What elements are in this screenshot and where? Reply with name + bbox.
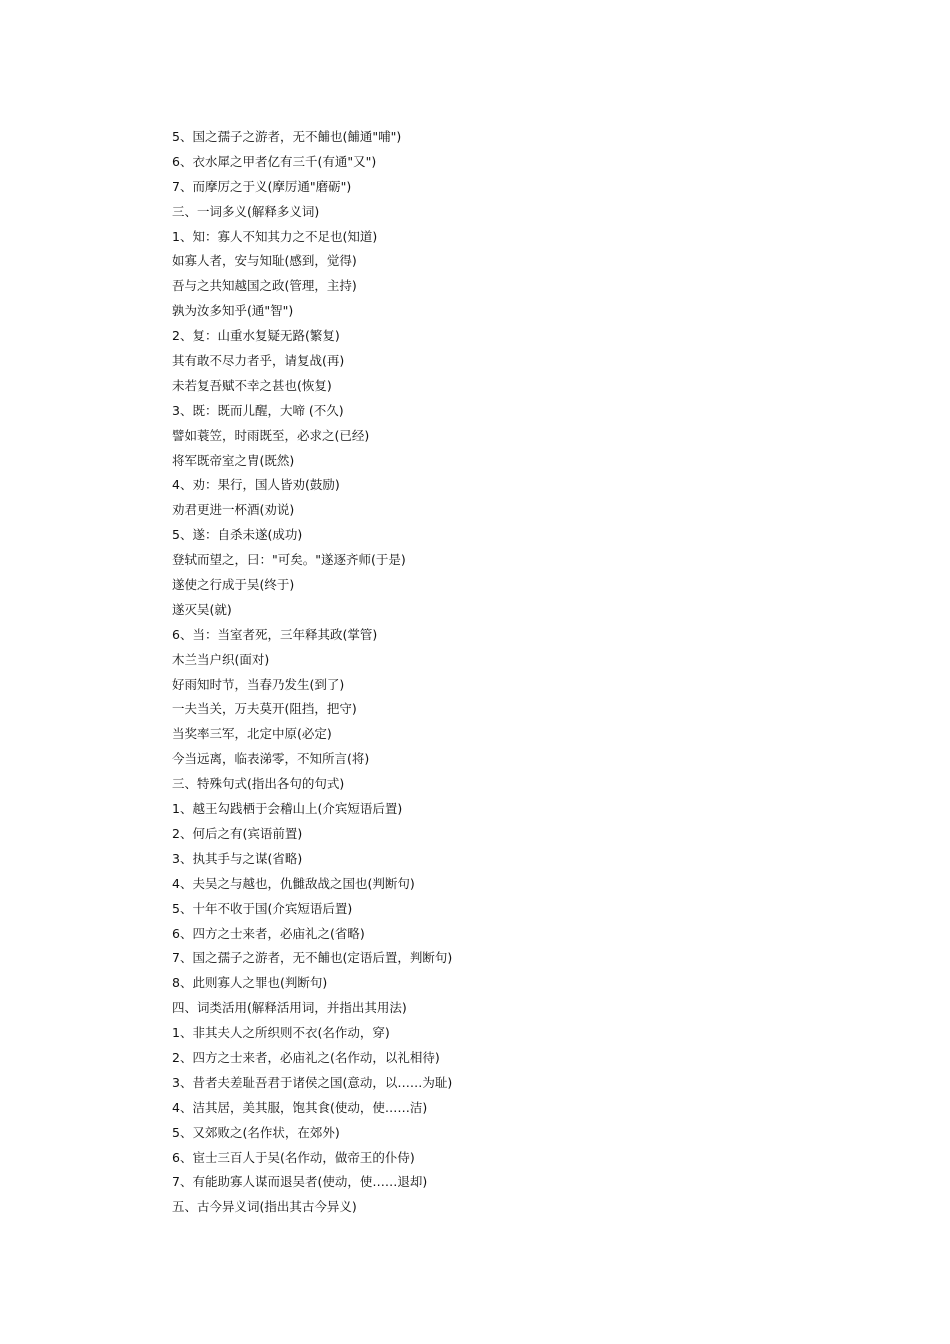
text-line: 4、洁其居，美其服，饱其食(使动，使……洁): [172, 1099, 428, 1115]
text-line: 7、国之孺子之游者，无不餔也(定语后置，判断句): [172, 950, 453, 966]
text-line: 遂灭吴(就): [172, 601, 232, 617]
text-line: 四、词类活用(解释活用词，并指出其用法): [172, 1000, 407, 1016]
text-line: 1、越王勾践栖于会稽山上(介宾短语后置): [172, 801, 403, 817]
text-line: 6、当：当室者死，三年释其政(掌管): [172, 626, 378, 642]
text-line: 2、复：山重水复疑无路(繁复): [172, 328, 340, 344]
text-line: 劝君更进一杯酒(劝说): [172, 502, 295, 518]
text-line: 3、执其手与之谋(省略): [172, 850, 303, 866]
text-line: 6、衣水犀之甲者亿有三千(有通"又"): [172, 153, 377, 169]
text-line: 5、遂：自杀未遂(成功): [172, 527, 303, 543]
text-line: 譬如蓑笠，时雨既至，必求之(已经): [172, 427, 370, 443]
text-line: 吾与之共知越国之政(管理，主持): [172, 278, 357, 294]
text-line: 3、既：既而儿醒，大啼 (不久): [172, 402, 344, 418]
text-line: 登轼而望之，曰："可矣。"遂逐齐师(于是): [172, 552, 406, 568]
text-line: 7、而摩厉之于义(摩厉通"磨砺"): [172, 178, 352, 194]
text-line: 4、劝：果行，国人皆劝(鼓励): [172, 477, 340, 493]
text-line: 6、宦士三百人于吴(名作动，做帝王的仆侍): [172, 1149, 415, 1165]
text-line: 2、四方之士来者，必庙礼之(名作动，以礼相待): [172, 1049, 440, 1065]
text-line: 1、非其夫人之所织则不衣(名作动，穿): [172, 1025, 390, 1041]
text-line: 三、一词多义(解释多义词): [172, 203, 320, 219]
text-line: 1、知：寡人不知其力之不足也(知道): [172, 228, 378, 244]
text-line: 5、又郊败之(名作状，在郊外): [172, 1124, 340, 1140]
text-line: 4、夫吴之与越也，仇雠敌战之国也(判断句): [172, 875, 415, 891]
text-line: 当奖率三军，北定中原(必定): [172, 726, 332, 742]
text-line: 8、此则寡人之罪也(判断句): [172, 975, 328, 991]
text-line: 一夫当关，万夫莫开(阻挡，把守): [172, 701, 357, 717]
document-body: [172, 125, 872, 1220]
text-line: 如寡人者，安与知耻(感到，觉得): [172, 253, 357, 269]
text-line: 三、特殊句式(指出各句的句式): [172, 776, 345, 792]
text-line: 其有敢不尽力者乎，请复战(再): [172, 353, 345, 369]
text-line: 7、有能助寡人谋而退吴者(使动，使……退却): [172, 1174, 428, 1190]
text-line: 将军既帝室之胄(既然): [172, 452, 295, 468]
text-line: 5、十年不收于国(介宾短语后置): [172, 900, 353, 916]
text-line: 木兰当户织(面对): [172, 651, 270, 667]
text-line: 2、何后之有(宾语前置): [172, 825, 303, 841]
text-line: 五、古今异义词(指出其古今异义): [172, 1199, 357, 1215]
text-line: 3、昔者夫差耻吾君于诸侯之国(意动，以……为耻): [172, 1074, 453, 1090]
text-line: 5、国之孺子之游者，无不餔也(餔通"哺"): [172, 129, 402, 144]
text-line: 6、四方之士来者，必庙礼之(省略): [172, 925, 365, 941]
text-line: 孰为汝多知乎(通"智"): [172, 303, 294, 319]
text-line: 未若复吾赋不幸之甚也(恢复): [172, 377, 332, 393]
text-line: 好雨知时节，当春乃发生(到了): [172, 676, 345, 692]
text-line: 今当远离，临表涕零，不知所言(将): [172, 751, 370, 767]
text-line: 遂使之行成于吴(终于): [172, 577, 295, 593]
